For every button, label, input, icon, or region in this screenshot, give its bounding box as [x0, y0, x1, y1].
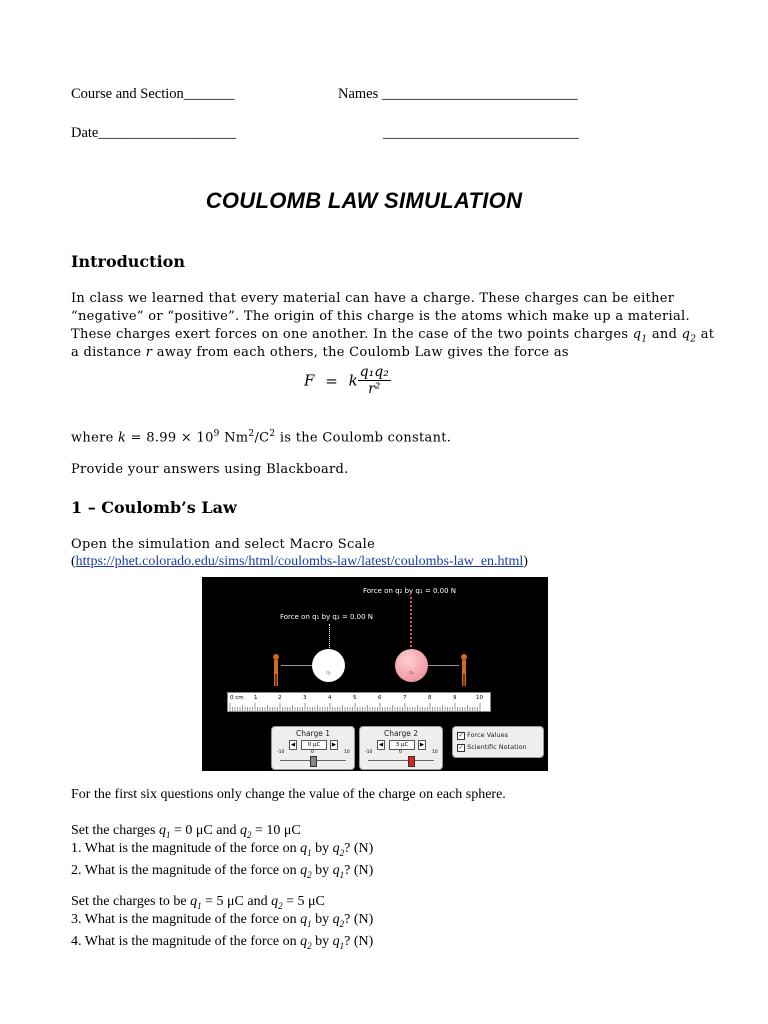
checkbox-checked-icon[interactable]: ✓ — [458, 732, 464, 739]
q1-sphere-label: q₁ — [326, 670, 332, 676]
ruler-tick-1: 1 — [254, 695, 258, 701]
intro-line-4 — [71, 344, 569, 362]
simulation-link[interactable]: https://phet.colorado.edu/sims/html/coulombs-law/latest/coulombs-law_en.html — [75, 554, 524, 569]
constant-value: = 8.99 × 10 — [126, 430, 214, 446]
coulomb-formula — [304, 364, 391, 397]
charge-2-mid: 0 — [399, 750, 402, 755]
formula-fraction — [358, 364, 391, 397]
q-subscript: 1 — [307, 918, 312, 929]
intro-line-4-text: a distance — [71, 345, 146, 360]
and-text: and — [647, 327, 682, 342]
question-text: 3. What is the magnitude of the force on — [71, 912, 301, 927]
q-subscript: 2 — [307, 869, 312, 880]
course-section-label: Course and Section_______ — [71, 86, 235, 102]
by-text: by — [311, 933, 333, 949]
charge-1-decrement[interactable]: ◀ — [290, 742, 296, 748]
paren-open: ( — [71, 554, 76, 569]
intro-line-1: In class we learned that every material can have a charge. These charges can be either — [71, 291, 675, 306]
r-symbol: r — [145, 345, 153, 360]
charge-1-mid: 0 — [311, 750, 314, 755]
set-charges-2-text: Set the charges to be — [71, 894, 191, 909]
charge-2-value[interactable]: 3 μC — [389, 740, 415, 750]
questions-block-1 — [71, 840, 373, 884]
charge-1-min: -10 — [277, 750, 285, 755]
questions-block-2 — [71, 911, 373, 955]
q-symbol: q — [332, 933, 340, 949]
q-subscript: 2 — [307, 940, 312, 951]
q2-subscript: 2 — [246, 829, 252, 840]
ruler-tick-8: 8 — [428, 695, 432, 701]
constant-unit-2: /C — [254, 430, 270, 446]
formula-numerator: q₁q₂ — [359, 364, 389, 380]
sim-link-line — [71, 553, 528, 571]
q-symbol: q — [300, 933, 308, 949]
unit-exponent-2: 2 — [269, 429, 276, 439]
charge-1-title: Charge 1 — [295, 729, 331, 738]
by-text: by — [311, 841, 333, 856]
constant-desc: is the Coulomb constant. — [275, 430, 452, 446]
charge-2-decrement[interactable]: ◀ — [378, 742, 384, 748]
ruler-ticks — [228, 693, 490, 711]
set-charges-1-text: Set the charges — [71, 823, 159, 838]
options-panel — [452, 726, 544, 758]
q2-sphere-label: q₂ — [409, 670, 415, 676]
question-1 — [71, 840, 373, 862]
q-symbol: q — [300, 912, 308, 927]
charge-2-slider-thumb[interactable] — [408, 756, 415, 767]
q2-symbol: q — [239, 823, 247, 838]
intro-heading: Introduction — [71, 252, 185, 271]
q-symbol: q — [300, 841, 308, 856]
q1-symbol: q — [632, 327, 642, 342]
q1-symbol: q — [190, 894, 198, 909]
question-4 — [71, 933, 373, 955]
question-end: ? (N) — [344, 912, 374, 927]
formula-k: k — [348, 371, 358, 390]
page-title: COULOMB LAW SIMULATION — [205, 188, 523, 213]
ruler-tick-9: 9 — [453, 695, 457, 701]
q-symbol: q — [332, 862, 340, 878]
q2-value-text: = 5 μC — [282, 894, 325, 909]
charge-1-panel — [271, 726, 355, 770]
intro-line-2: “negative” or “positive”. The origin of this charge is the atoms which make up a material. — [71, 309, 690, 324]
q1-value-text: = 5 μC and — [201, 894, 272, 909]
q-subscript: 1 — [339, 869, 345, 880]
force-values-option[interactable] — [457, 731, 508, 740]
ruler-tick-10: 10 — [476, 695, 483, 701]
by-text: by — [311, 862, 333, 878]
q1-subscript: 1 — [197, 900, 202, 911]
date-label: Date___________________ — [71, 125, 237, 141]
paren-close: ) — [523, 554, 528, 569]
rope-right — [427, 665, 459, 666]
charge-2-panel — [359, 726, 443, 770]
question-end: ? (N) — [344, 841, 374, 856]
q-subscript: 1 — [339, 940, 345, 951]
names-label: Names ___________________________ — [338, 86, 578, 102]
intro-line-4-rest: away from each others, the Coulomb Law gives the force as — [152, 345, 569, 360]
charge-2-increment[interactable]: ▶ — [419, 742, 425, 748]
q2-symbol: q — [681, 327, 691, 342]
charge-2-track — [368, 760, 434, 761]
formula-f: F — [304, 371, 315, 390]
charge-2-title: Charge 2 — [383, 729, 419, 738]
q1-value-text: = 0 μC and — [170, 823, 240, 838]
q-symbol: q — [332, 841, 340, 856]
scientific-notation-option[interactable] — [457, 743, 527, 752]
by-text: by — [311, 912, 333, 927]
second-name-line: ___________________________ — [383, 125, 579, 141]
at-text: at — [696, 327, 715, 342]
q2-subscript: 2 — [690, 334, 697, 345]
ruler-tick-4: 4 — [328, 695, 332, 701]
question-3 — [71, 911, 373, 933]
ruler-unit: 0 cm — [230, 695, 244, 701]
q-subscript: 2 — [339, 847, 345, 858]
question-text: 4. What is the magnitude of the force on — [71, 933, 301, 949]
charge-1-slider-thumb[interactable] — [310, 756, 317, 767]
q-symbol: q — [300, 862, 308, 878]
ruler-tick-6: 6 — [378, 695, 382, 701]
charge-2-min: -10 — [365, 750, 373, 755]
person-left-icon — [271, 653, 281, 687]
force-q1-label: Force on q₁ by q₂ = 0.00 N — [280, 613, 374, 621]
constant-exponent: 9 — [213, 429, 220, 439]
q-symbol: q — [332, 912, 340, 927]
q1-subscript: 1 — [166, 829, 171, 840]
rope-left — [281, 665, 312, 666]
constant-line — [71, 425, 451, 447]
constant-text: where — [71, 430, 119, 446]
question-text: 1. What is the magnitude of the force on — [71, 841, 301, 856]
ruler-tick-5: 5 — [353, 695, 357, 701]
charge-2-max: 10 — [432, 750, 438, 755]
ruler-tick-2: 2 — [278, 695, 282, 701]
charge-1-value[interactable]: 0 μC — [301, 740, 327, 750]
simulation-screenshot — [202, 577, 548, 771]
section-1-heading: 1 – Coulomb’s Law — [71, 498, 237, 517]
q2-symbol: q — [271, 894, 279, 909]
checkbox-checked-icon[interactable]: ✓ — [458, 744, 464, 751]
intro-line-3-text: These charges exert forces on one another. In the case of the two points charges — [71, 327, 633, 342]
constant-unit: Nm — [219, 430, 249, 446]
ruler-tick-3: 3 — [303, 695, 307, 701]
charge-1-max: 10 — [344, 750, 350, 755]
question-end: ? (N) — [344, 862, 374, 878]
scientific-notation-label: Scientific Notation — [467, 743, 527, 751]
question-end: ? (N) — [344, 933, 374, 949]
formula-denominator: r² — [368, 381, 381, 397]
q-subscript: 1 — [307, 847, 312, 858]
question-2 — [71, 862, 373, 884]
first-six-instruction: For the first six questions only change the value of the charge on each sphere. — [71, 787, 506, 802]
ruler-tick-7: 7 — [403, 695, 407, 701]
q1-sphere[interactable] — [312, 649, 345, 682]
force-values-label: Force Values — [467, 731, 508, 739]
q-subscript: 2 — [339, 918, 345, 929]
q2-subscript: 2 — [278, 900, 283, 911]
force-line-q2 — [410, 597, 412, 647]
q2-value-text: = 10 μC — [251, 823, 301, 838]
q1-symbol: q — [159, 823, 166, 838]
open-sim-text: Open the simulation and select Macro Scale — [71, 537, 376, 552]
constant-k: k — [118, 430, 127, 446]
unit-exponent-1: 2 — [248, 429, 255, 439]
q1-subscript: 1 — [641, 334, 648, 345]
force-q2-label: Force on q₂ by q₁ = 0.00 N — [363, 587, 457, 595]
ruler[interactable] — [227, 692, 491, 712]
charge-1-increment[interactable]: ▶ — [331, 742, 337, 748]
q2-sphere[interactable] — [395, 649, 428, 682]
person-right-icon — [459, 653, 469, 687]
force-line-q1 — [329, 624, 330, 650]
formula-equals: = — [325, 371, 338, 390]
provide-instruction: Provide your answers using Blackboard. — [71, 462, 349, 477]
question-text: 2. What is the magnitude of the force on — [71, 862, 301, 878]
